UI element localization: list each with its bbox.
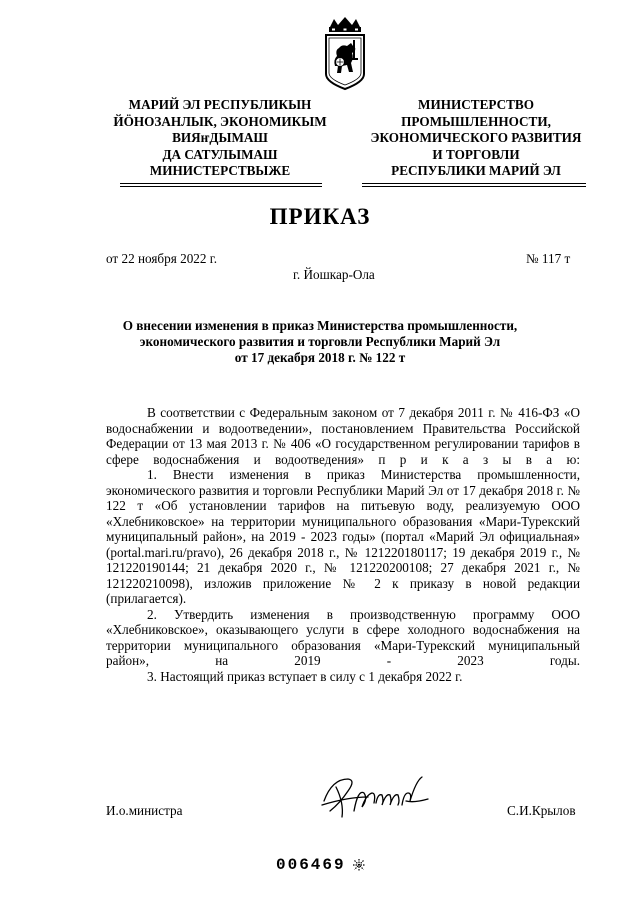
header-divider	[120, 186, 322, 187]
body-paragraph: В соответствии с Федеральным законом от 7 декабря 2011 г. № 416-ФЗ «О водоснабжении и водоотведении», постановлением Правительства Российской Федерации от 13 мая 2013 г. № 406 «О государственном регулировании тарифов в сфере водоснабжения и водоотведения» п р и к а з ы в а ю:	[106, 405, 580, 467]
order-date: от 22 ноября 2022 г.	[106, 251, 217, 266]
header-left-line: МИНИСТЕРСТВЫЖЕ	[149, 163, 291, 178]
header-left-line: МАРИЙ ЭЛ РЕСПУБЛИКЫН	[128, 97, 312, 112]
order-subject	[0, 318, 640, 366]
order-body	[106, 405, 580, 684]
header-right-line: ПРОМЫШЛЕННОСТИ,	[401, 113, 551, 129]
header-right-line: И ТОРГОВЛИ	[432, 146, 520, 162]
header-left-line: ВИЯҥДЫМАШ	[172, 130, 268, 145]
header-right-line: МИНИСТЕРСТВО	[418, 97, 534, 112]
city: г. Йошкар-Ола	[293, 267, 375, 282]
subject-line: от 17 декабря 2018 г. № 122 т	[234, 350, 406, 365]
coat-of-arms-icon	[318, 16, 372, 92]
body-paragraph: 2. Утвердить изменения в производственную программу ООО «Хлебниковское», оказывающего услуги в сфере холодного водоснабжения на территории муниципального образования «Мари-Турекский муниципальный район», на 2019 - 2023 годы.	[106, 606, 580, 668]
header-right-line: РЕСПУБЛИКИ МАРИЙ ЭЛ	[391, 163, 561, 178]
header-right-line: ЭКОНОМИЧЕСКОГО РАЗВИТИЯ	[370, 130, 582, 145]
header-divider	[362, 186, 586, 187]
signatory-position: И.о.министра	[106, 803, 183, 818]
handwritten-signature-icon	[318, 771, 436, 823]
subject-line: О внесении изменения в приказ Министерства промышленности,	[122, 318, 518, 333]
asterisk-icon	[352, 858, 366, 872]
body-paragraph: 1. Внести изменения в приказ Министерства промышленности, экономического развития и торговли Республики Марий Эл от 17 декабря 2018 г. № 122 т «Об установлении тарифов на питьевую воду, реализуемую ООО «Хлебниковское» на территории муниципального образования «Мари-Турекский муниципальный район», на 2019 - 2023 годы» (портал «Марий Эл официальная» (portal.mari.ru/pravo), 26 декабря 2018 г., № 121220180117; 19 декабря 2019 г., № 121220190144; 21 декабря 2020 г., № 121220200108; 27 декабря 2021 г., № 121220210098), изложив приложение № 2 к приказу в новой редакции (прилагается).	[106, 467, 580, 606]
subject-line: экономического развития и торговли Республики Марий Эл	[139, 334, 501, 349]
header-divider	[120, 183, 322, 184]
header-left-line: ЙÖНОЗАНЛЫК, ЭКОНОМИКЫМ	[113, 113, 327, 129]
header-left-line: ДА САТУЛЫМАШ	[162, 146, 278, 162]
header-divider	[362, 183, 586, 184]
header-right	[352, 97, 600, 180]
document-title: ПРИКАЗ	[269, 204, 371, 229]
body-paragraph: 3. Настоящий приказ вступает в силу с 1 декабря 2022 г.	[147, 668, 463, 684]
order-number: № 117 т	[526, 251, 571, 266]
registration-number: 006469	[276, 856, 346, 874]
header-left	[108, 97, 332, 180]
signatory-name: С.И.Крылов	[507, 803, 576, 818]
